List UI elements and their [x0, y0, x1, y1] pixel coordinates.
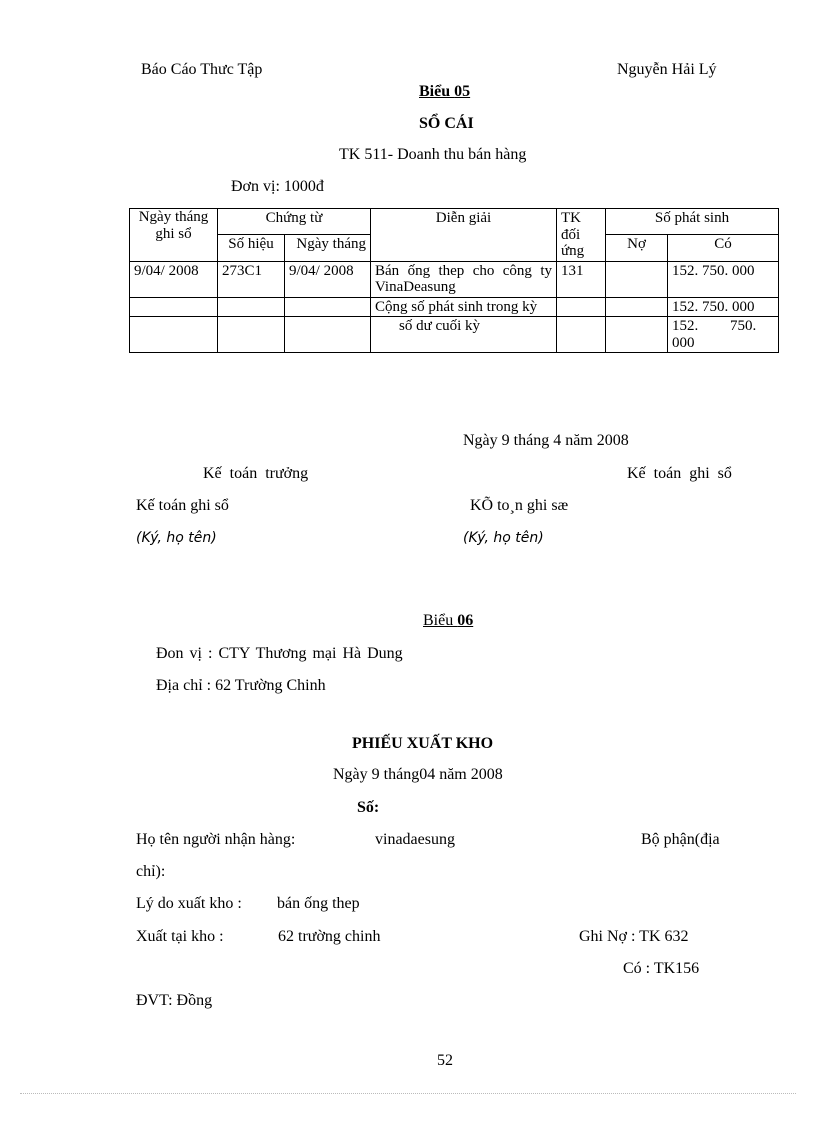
- table-row: [130, 317, 779, 353]
- cell-account: 131: [557, 261, 606, 297]
- cell-debit: [606, 261, 668, 297]
- cell-voucher-no: [218, 317, 285, 353]
- cell-desc: số dư cuối kỳ: [371, 317, 557, 353]
- header-desc: Diễn giải: [371, 209, 557, 262]
- sign-left-note: (Ký, họ tên): [136, 530, 217, 546]
- form05-title: SỔ CÁI: [419, 115, 474, 132]
- cell-voucher-date: [285, 297, 371, 317]
- table-row: [130, 261, 779, 297]
- form05-label: [419, 83, 470, 101]
- cell-credit: 152. 750. 000: [668, 317, 779, 353]
- header-voucher-date: Ngày tháng: [285, 235, 371, 261]
- cell-account: [557, 317, 606, 353]
- header-date: Ngày tháng ghi sổ: [130, 209, 218, 262]
- header-voucher: Chứng từ: [218, 209, 371, 235]
- sign-right-title: Kế toán ghi sổ: [627, 465, 732, 482]
- page-bottom-divider: [20, 1093, 796, 1094]
- cell-date: 9/04/ 2008: [130, 261, 218, 297]
- form06-title: PHIẾU XUẤT KHO: [352, 735, 494, 752]
- unit-currency: ĐVT: Đồng: [136, 992, 213, 1009]
- cell-date: [130, 297, 218, 317]
- form06-label: [423, 612, 473, 630]
- cell-date: [130, 317, 218, 353]
- cell-account: [557, 297, 606, 317]
- cell-credit: 152. 750. 000: [668, 261, 779, 297]
- form05-label-num: 05: [454, 83, 471, 100]
- header-amount: Số phát sinh: [606, 209, 779, 235]
- cell-voucher-date: [285, 317, 371, 353]
- cell-desc: Cộng số phát sinh trong kỳ: [371, 297, 557, 317]
- header-credit: Có: [668, 235, 779, 261]
- dept-cont: chỉ):: [136, 863, 166, 880]
- form06-label-prefix: Biểu: [423, 612, 458, 629]
- header-left: Báo Cáo Thưc Tập: [141, 61, 263, 78]
- reason-value: bán ống thep: [277, 895, 360, 912]
- page-number: 52: [437, 1052, 453, 1069]
- form06-date: Ngày 9 tháng04 năm 2008: [333, 766, 503, 783]
- ledger-table: [129, 208, 779, 353]
- sign-right-note: (Ký, họ tên): [463, 530, 544, 546]
- warehouse-value: 62 trường chinh: [278, 928, 381, 945]
- credit-line: Có : TK156: [623, 960, 700, 977]
- debit-line: Ghi Nợ : TK 632: [579, 928, 689, 945]
- header-right: Nguyễn Hải Lý: [617, 61, 717, 78]
- sign-left-title: Kế toán trưởng: [203, 465, 309, 482]
- dept-label: Bộ phận(địa: [641, 831, 720, 848]
- cell-credit: 152. 750. 000: [668, 297, 779, 317]
- cell-voucher-date: 9/04/ 2008: [285, 261, 371, 297]
- cell-voucher-no: 273C1: [218, 261, 285, 297]
- form06-number: Số:: [357, 799, 380, 816]
- form05-date-line: Ngày 9 tháng 4 năm 2008: [463, 432, 629, 449]
- warehouse-label: Xuất tại kho :: [136, 928, 224, 945]
- header-voucher-no: Số hiệu: [218, 235, 285, 261]
- cell-debit: [606, 297, 668, 317]
- cell-voucher-no: [218, 297, 285, 317]
- form06-address: Địa chỉ : 62 Trường Chinh: [156, 677, 326, 694]
- cell-desc: Bán ống thep cho công ty VinaDeasung: [371, 261, 557, 297]
- sign-right-2: KÕ to¸n ghi sæ: [470, 497, 569, 514]
- form05-label-prefix: Biểu: [419, 83, 455, 100]
- form05-unit: Đơn vị: 1000đ: [231, 178, 324, 195]
- table-row: [130, 297, 779, 317]
- receiver-label: Họ tên người nhận hàng:: [136, 831, 296, 848]
- receiver-value: vinadaesung: [375, 831, 455, 848]
- ledger-header-row: [130, 209, 779, 235]
- form06-label-num: 06: [457, 612, 474, 629]
- form05-subtitle: TK 511- Doanh thu bán hàng: [339, 146, 527, 163]
- reason-label: Lý do xuất kho :: [136, 895, 242, 912]
- sign-left-2: Kế toán ghi sổ: [136, 497, 229, 514]
- header-account: TK đối ứng: [557, 209, 606, 262]
- header-debit: Nợ: [606, 235, 668, 261]
- form06-unit: Đon vị : CTY Thương mại Hà Dung: [156, 645, 403, 662]
- cell-debit: [606, 317, 668, 353]
